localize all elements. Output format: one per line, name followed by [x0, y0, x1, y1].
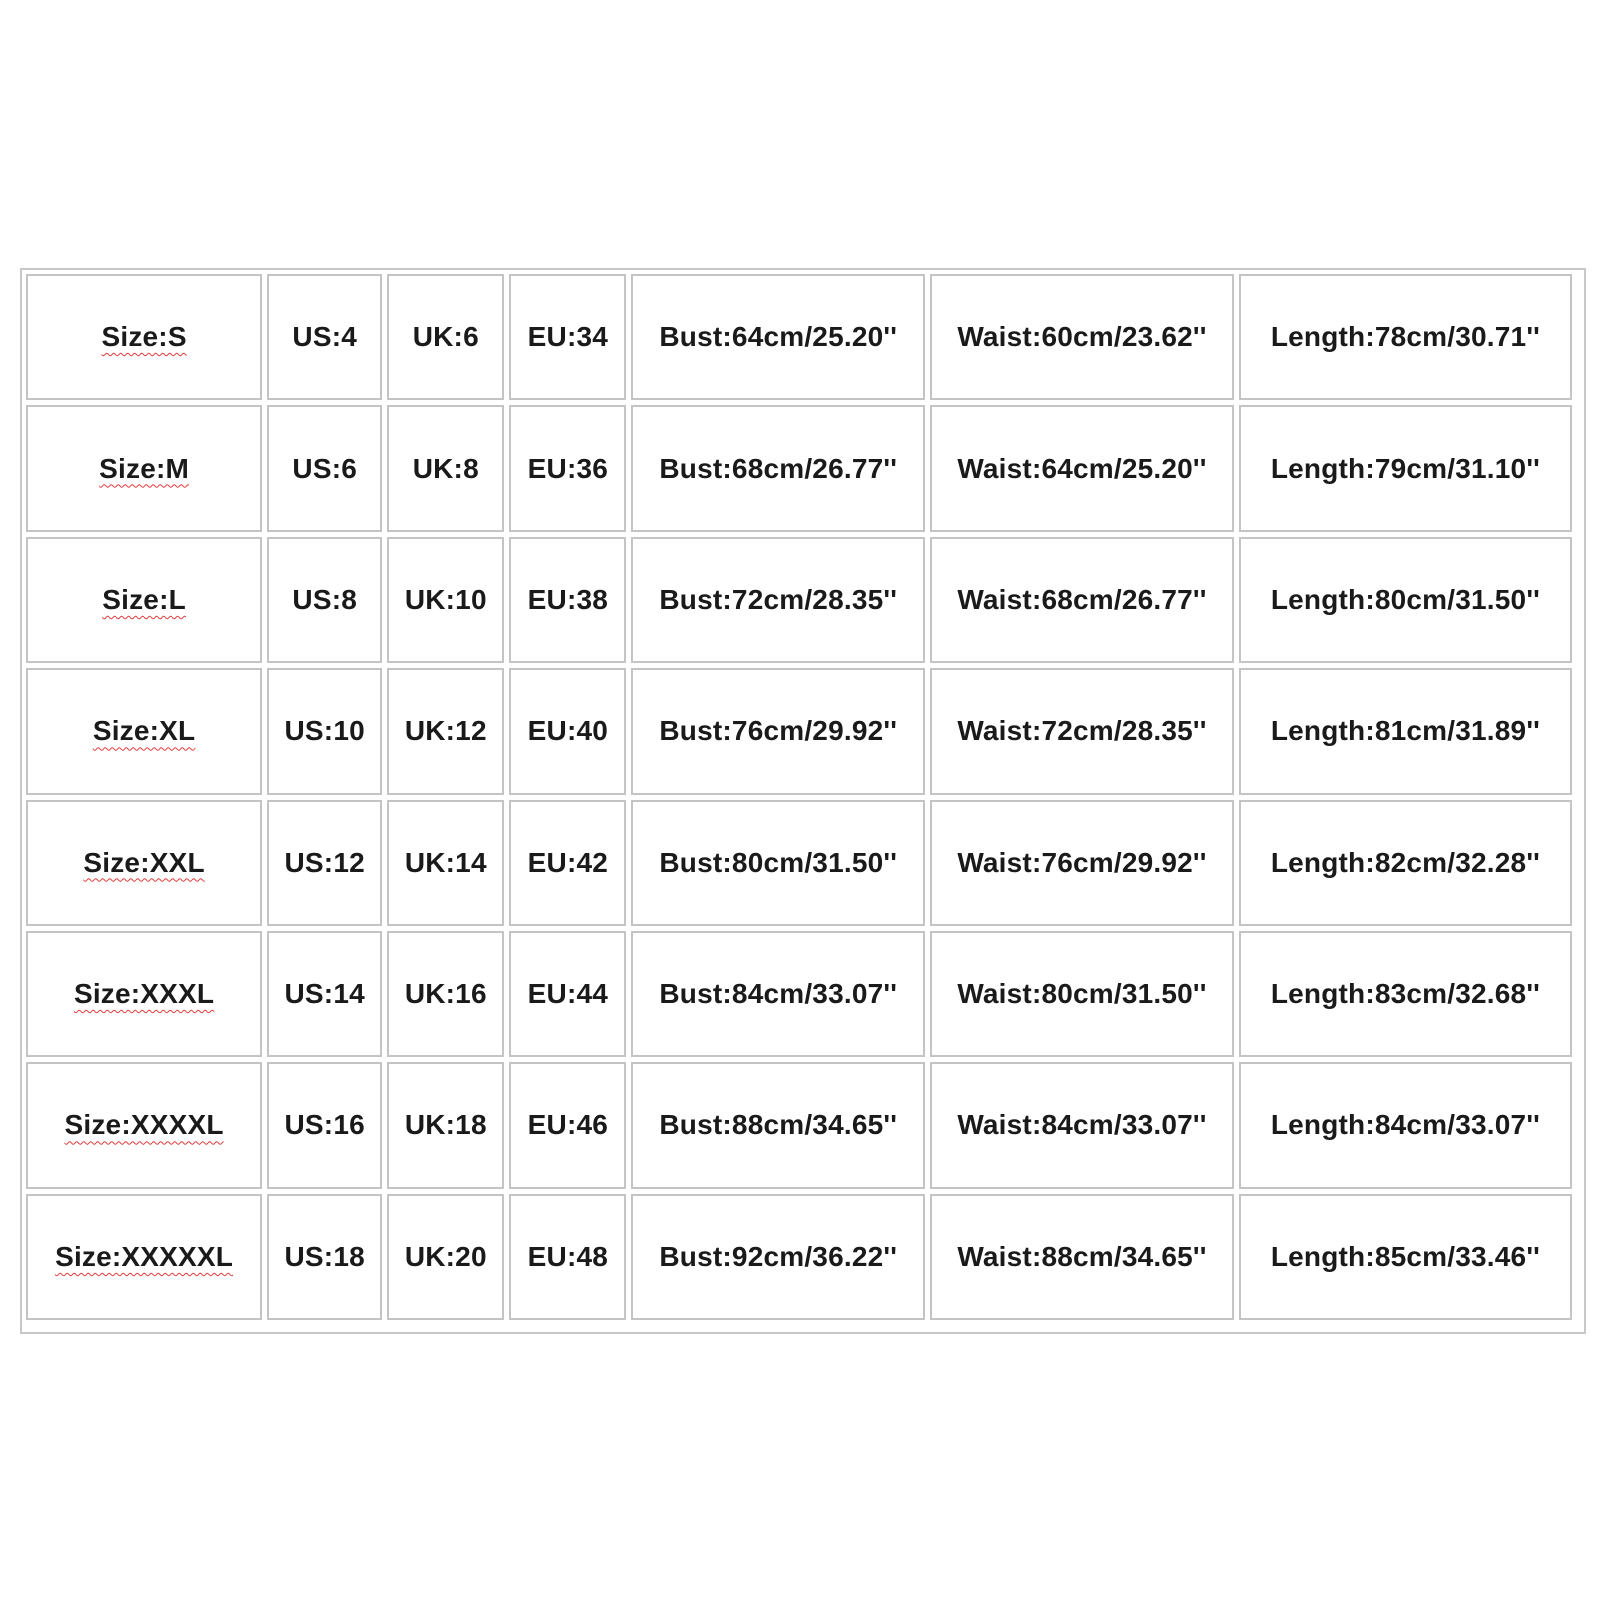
bust-cell: Bust:72cm/28.35'': [631, 537, 925, 663]
length-cell: Length:80cm/31.50'': [1239, 537, 1572, 663]
us-size-cell: US:14: [267, 931, 382, 1057]
length-cell: Length:82cm/32.28'': [1239, 800, 1572, 926]
eu-size-cell: EU:36: [509, 405, 626, 531]
bust-cell: Bust:80cm/31.50'': [631, 800, 925, 926]
us-size-cell: US:8: [267, 537, 382, 663]
uk-size-cell: UK:20: [387, 1194, 504, 1320]
eu-size-cell: EU:42: [509, 800, 626, 926]
table-row: [26, 405, 1572, 531]
length-cell: Length:85cm/33.46'': [1239, 1194, 1572, 1320]
us-size-cell: US:12: [267, 800, 382, 926]
waist-cell: Waist:88cm/34.65'': [930, 1194, 1234, 1320]
eu-size-cell: EU:40: [509, 668, 626, 794]
us-size-cell: US:4: [267, 274, 382, 400]
size-cell: Size:XL: [26, 668, 262, 794]
size-cell: Size:XXXXL: [26, 1062, 262, 1188]
length-cell: Length:84cm/33.07'': [1239, 1062, 1572, 1188]
table-row: [26, 800, 1572, 926]
uk-size-cell: UK:14: [387, 800, 504, 926]
size-cell: Size:XXL: [26, 800, 262, 926]
table-row: [26, 537, 1572, 663]
eu-size-cell: EU:34: [509, 274, 626, 400]
length-cell: Length:83cm/32.68'': [1239, 931, 1572, 1057]
uk-size-cell: UK:10: [387, 537, 504, 663]
table-row: [26, 1062, 1572, 1188]
eu-size-cell: EU:48: [509, 1194, 626, 1320]
uk-size-cell: UK:18: [387, 1062, 504, 1188]
table-row: [26, 668, 1572, 794]
size-chart: [20, 268, 1586, 1334]
us-size-cell: US:18: [267, 1194, 382, 1320]
uk-size-cell: UK:8: [387, 405, 504, 531]
table-row: [26, 274, 1572, 400]
eu-size-cell: EU:38: [509, 537, 626, 663]
uk-size-cell: UK:6: [387, 274, 504, 400]
length-cell: Length:78cm/30.71'': [1239, 274, 1572, 400]
us-size-cell: US:10: [267, 668, 382, 794]
size-cell: Size:L: [26, 537, 262, 663]
size-cell: Size:S: [26, 274, 262, 400]
uk-size-cell: UK:16: [387, 931, 504, 1057]
size-chart-table: [21, 269, 1577, 1325]
length-cell: Length:81cm/31.89'': [1239, 668, 1572, 794]
size-cell: Size:XXXXXL: [26, 1194, 262, 1320]
waist-cell: Waist:64cm/25.20'': [930, 405, 1234, 531]
bust-cell: Bust:92cm/36.22'': [631, 1194, 925, 1320]
bust-cell: Bust:64cm/25.20'': [631, 274, 925, 400]
bust-cell: Bust:68cm/26.77'': [631, 405, 925, 531]
size-cell: Size:M: [26, 405, 262, 531]
bust-cell: Bust:88cm/34.65'': [631, 1062, 925, 1188]
eu-size-cell: EU:44: [509, 931, 626, 1057]
length-cell: Length:79cm/31.10'': [1239, 405, 1572, 531]
waist-cell: Waist:76cm/29.92'': [930, 800, 1234, 926]
waist-cell: Waist:80cm/31.50'': [930, 931, 1234, 1057]
size-cell: Size:XXXL: [26, 931, 262, 1057]
bust-cell: Bust:84cm/33.07'': [631, 931, 925, 1057]
waist-cell: Waist:60cm/23.62'': [930, 274, 1234, 400]
eu-size-cell: EU:46: [509, 1062, 626, 1188]
us-size-cell: US:16: [267, 1062, 382, 1188]
waist-cell: Waist:68cm/26.77'': [930, 537, 1234, 663]
waist-cell: Waist:84cm/33.07'': [930, 1062, 1234, 1188]
us-size-cell: US:6: [267, 405, 382, 531]
waist-cell: Waist:72cm/28.35'': [930, 668, 1234, 794]
table-row: [26, 1194, 1572, 1320]
table-row: [26, 931, 1572, 1057]
bust-cell: Bust:76cm/29.92'': [631, 668, 925, 794]
uk-size-cell: UK:12: [387, 668, 504, 794]
